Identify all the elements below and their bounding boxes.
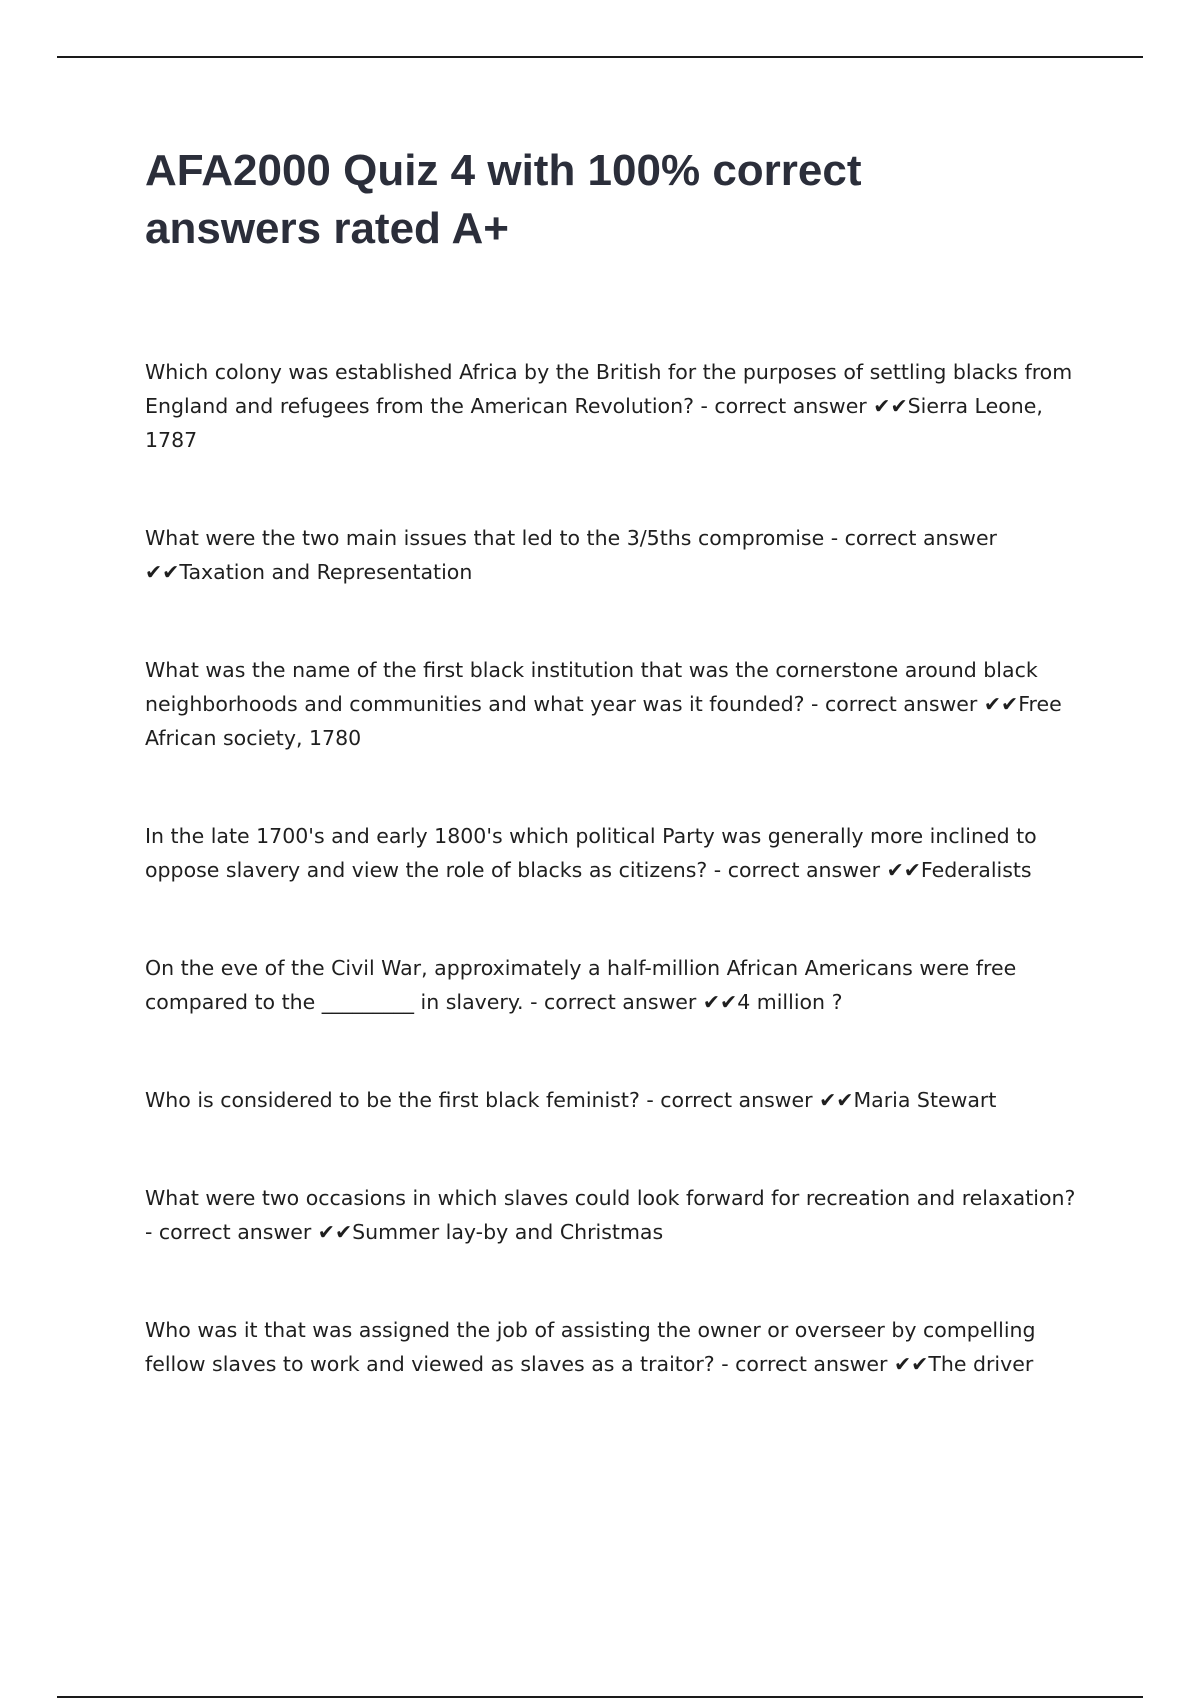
answer-separator: - correct answer (523, 990, 703, 1014)
answer-separator: - correct answer (707, 858, 887, 882)
question-text: Who was it that was assigned the job of assisting the owner or overseer by compelling fellow slaves to work and viewed as slaves as a traitor? (145, 1318, 1036, 1376)
qa-list (145, 355, 1085, 1445)
question-text: In the late 1700's and early 1800's which political Party was generally more inclined to oppose slavery and view the role of blacks as citizens? (145, 824, 1037, 882)
qa-item-1 (145, 355, 1085, 457)
check-marks-icon: ✔✔ (886, 858, 921, 882)
qa-item-7 (145, 1181, 1085, 1249)
answer-separator: - correct answer (714, 1352, 894, 1376)
bottom-divider (57, 1696, 1143, 1698)
question-text: On the eve of the Civil War, approximately a half-million African Americans were free compared to the _________ in slavery. (145, 956, 1017, 1014)
check-marks-icon: ✔✔ (317, 1220, 353, 1244)
answer-text: 4 million ? (737, 990, 843, 1014)
question-text: What were the two main issues that led to the 3/5ths compromise (145, 526, 825, 550)
qa-item-5 (145, 951, 1085, 1019)
check-marks-icon: ✔✔ (145, 560, 180, 584)
check-marks-icon: ✔✔ (983, 692, 1019, 716)
check-marks-icon: ✔✔ (819, 1088, 854, 1112)
question-text: What was the name of the first black institution that was the cornerstone around black neighborhoods and communities and what year was it founded? (145, 658, 1038, 716)
answer-separator: - correct answer (824, 526, 997, 550)
qa-item-3 (145, 653, 1085, 755)
qa-item-6 (145, 1083, 1085, 1117)
check-marks-icon: ✔✔ (702, 990, 738, 1014)
answer-text: Sierra Leone, 1787 (145, 394, 1043, 452)
answer-text: Federalists (920, 858, 1032, 882)
qa-item-2 (145, 521, 1085, 589)
question-text: Which colony was established Africa by the British for the purposes of settling blacks from England and refugees from the American Revolution? (145, 360, 1073, 418)
answer-separator: - correct answer (145, 1220, 318, 1244)
answer-text: Free African society, 1780 (145, 692, 1062, 750)
check-marks-icon: ✔✔ (873, 394, 908, 418)
answer-separator: - correct answer (639, 1088, 820, 1112)
page-title: AFA2000 Quiz 4 with 100% correct answers rated A+ (145, 146, 862, 253)
answer-separator: - correct answer (693, 394, 874, 418)
answer-text: The driver (928, 1352, 1034, 1376)
answer-separator: - correct answer (804, 692, 984, 716)
question-text: What were two occasions in which slaves could look forward for recreation and relaxation? (145, 1186, 1076, 1210)
question-text: Who is considered to be the first black feminist? (145, 1088, 640, 1112)
check-marks-icon: ✔✔ (893, 1352, 929, 1376)
top-divider (57, 56, 1143, 58)
answer-text: Summer lay-by and Christmas (352, 1220, 664, 1244)
qa-item-8 (145, 1313, 1085, 1381)
qa-item-4 (145, 819, 1085, 887)
answer-text: Taxation and Representation (179, 560, 473, 584)
answer-text: Maria Stewart (853, 1088, 997, 1112)
